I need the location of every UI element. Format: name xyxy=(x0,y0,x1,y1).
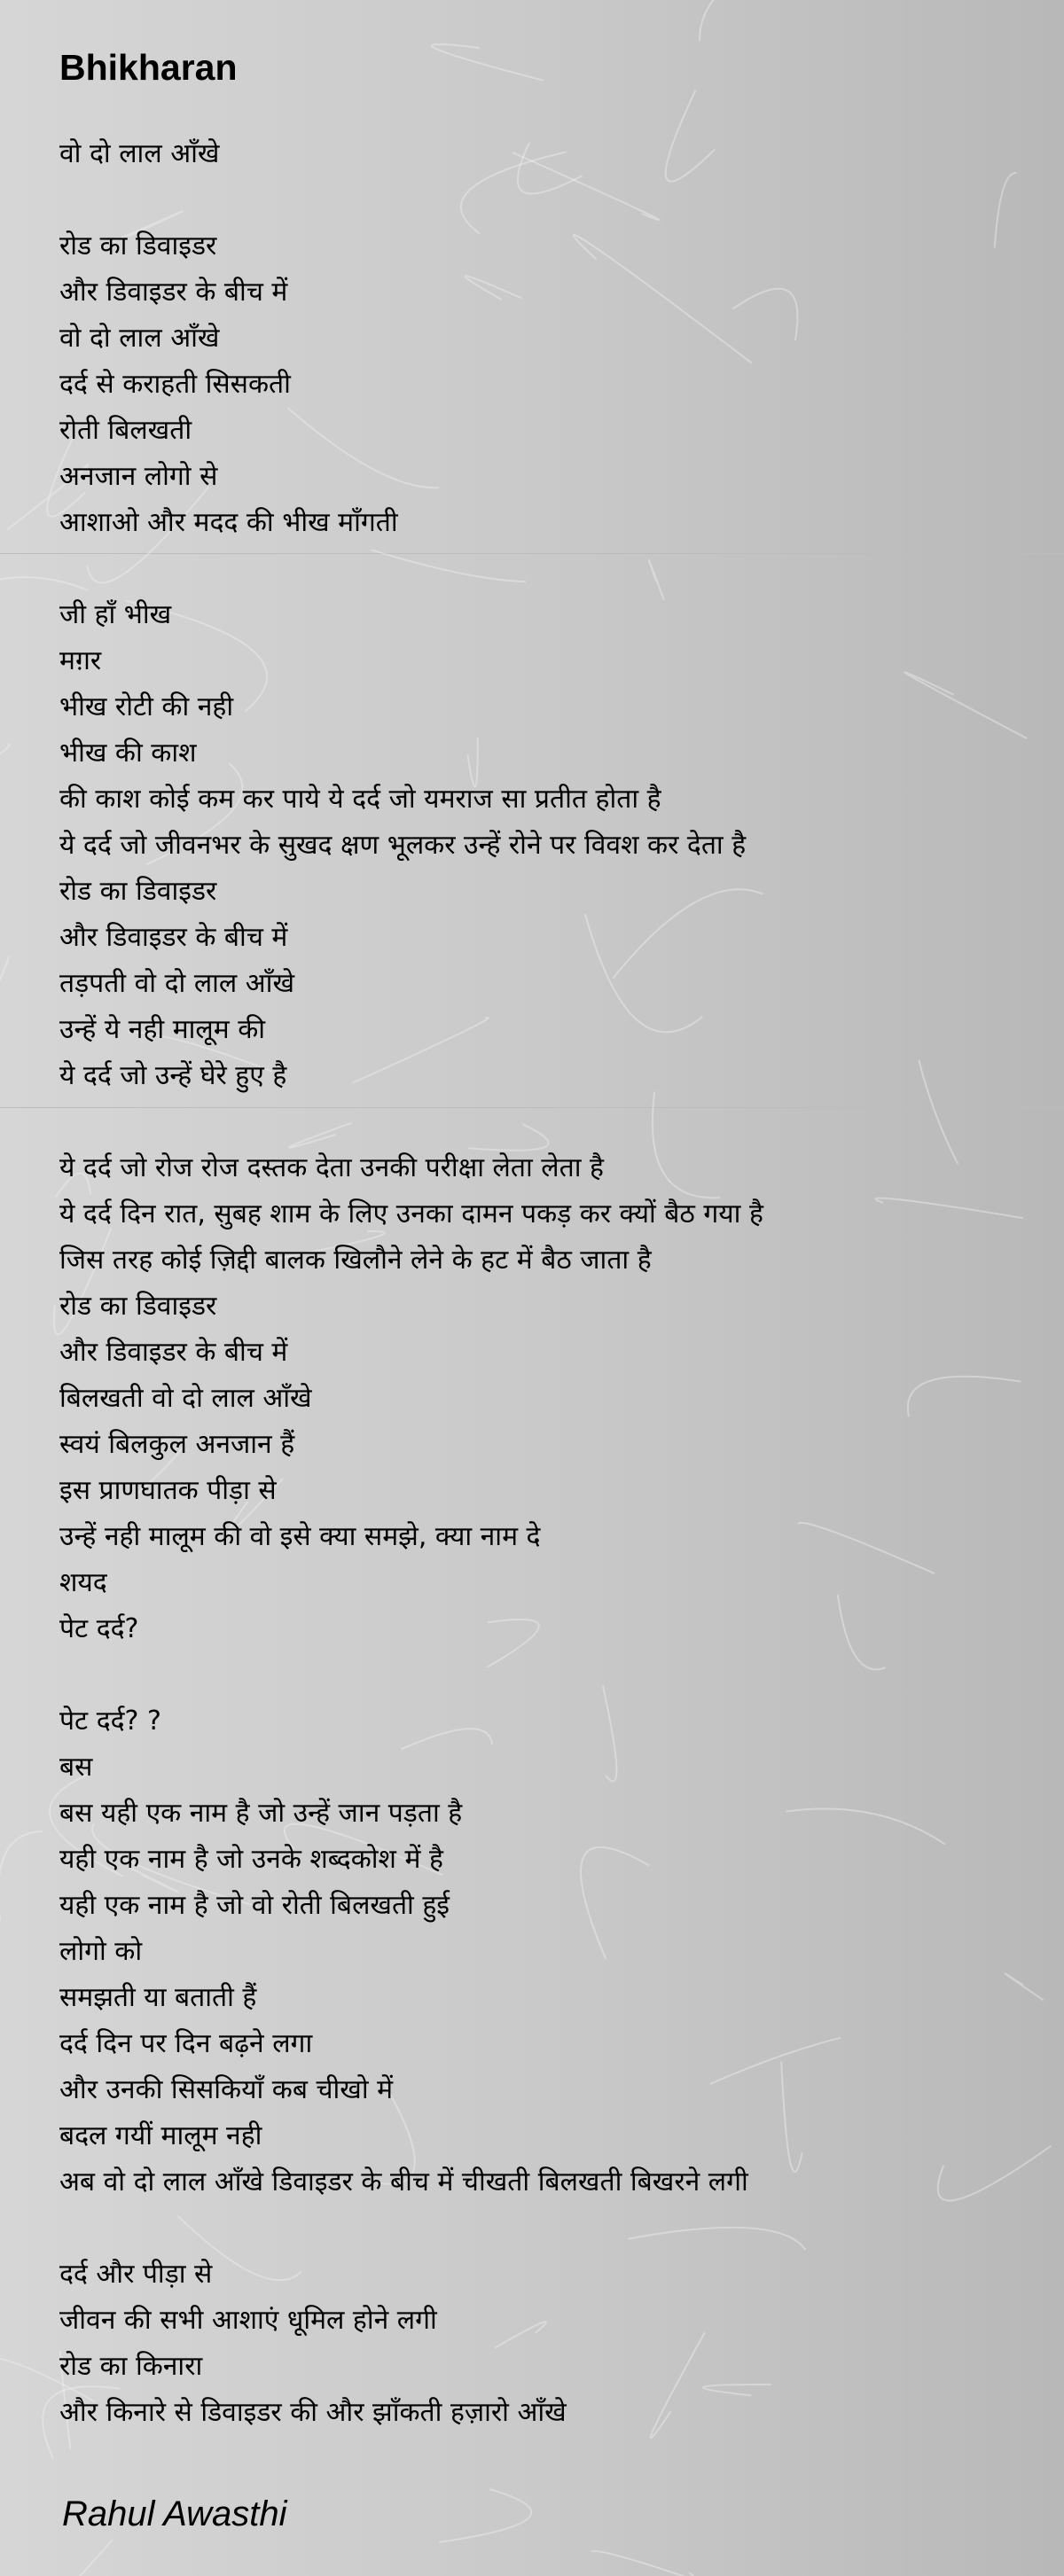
poem-line: और डिवाइडर के बीच में xyxy=(59,922,288,953)
poem-line: जी हाँ भीख xyxy=(59,599,172,630)
poem-line: ये दर्द जो रोज रोज दस्तक देता उनकी परीक्षा लेता लेता है xyxy=(59,1152,604,1183)
poem-line: दर्द दिन पर दिन बढ़ने लगा xyxy=(59,2028,313,2059)
poem-line: वो दो लाल आँखे xyxy=(59,323,220,354)
poem-line: पेट दर्द? xyxy=(59,1613,139,1644)
poem-line: रोड का डिवाइडर xyxy=(59,230,217,262)
poem-line: बस यही एक नाम है जो उन्हें जान पड़ता है xyxy=(59,1798,463,1829)
poem-line: पेट दर्द? ? xyxy=(59,1706,161,1737)
poem-line: भीख की काश xyxy=(59,738,197,769)
poem-line: बदल गयीं मालूम नही xyxy=(59,2120,262,2151)
poem-line: यही एक नाम है जो वो रोती बिलखती हुई xyxy=(59,1890,450,1921)
poem-line: समझती या बताती हैं xyxy=(59,1982,257,2013)
poem-line: और उनकी सिसकियाँ कब चीखो में xyxy=(59,2074,394,2105)
poem-line: मग़र xyxy=(59,645,102,676)
poem-line: वो दो लाल आँखे xyxy=(59,138,220,169)
poem-line: ये दर्द जो जीवनभर के सुखद क्षण भूलकर उन्हें रोने पर विवश कर देता है xyxy=(59,830,747,861)
poem-line: रोती बिलखती xyxy=(59,415,192,446)
poem-line: जीवन की सभी आशाएं धूमिल होने लगी xyxy=(59,2305,437,2336)
poem-line: आशाओ और मदद की भीख माँगती xyxy=(59,507,398,538)
poem-line: रोड का किनारा xyxy=(59,2351,203,2382)
poem-line: इस प्राणघातक पीड़ा से xyxy=(59,1475,277,1506)
poem-line: और डिवाइडर के बीच में xyxy=(59,1337,288,1368)
poem-author: Rahul Awasthi xyxy=(62,2494,287,2533)
poem-line: की काश कोई कम कर पाये ये दर्द जो यमराज सा प्रतीत होता है xyxy=(59,784,661,815)
poem-line: भीख रोटी की नही xyxy=(59,691,234,722)
poem-line: दर्द और पीड़ा से xyxy=(59,2259,213,2290)
poem-line: रोड का डिवाइडर xyxy=(59,1291,217,1322)
poem-line: जिस तरह कोई ज़िद्दी बालक खिलौने लेने के हट में बैठ जाता है xyxy=(59,1245,652,1276)
poem-line: स्वयं बिलकुल अनजान हैं xyxy=(59,1429,295,1460)
poem-line: अनजान लोगो से xyxy=(59,461,218,492)
poem-line: अब वो दो लाल आँखे डिवाइडर के बीच में चीखती बिलखती बिखरने लगी xyxy=(59,2166,748,2197)
poem-line: ये दर्द दिन रात, सुबह शाम के लिए उनका दामन पकड़ कर क्यों बैठ गया है xyxy=(59,1198,763,1229)
poem-line: लोगो को xyxy=(59,1936,143,1967)
poem-line: उन्हें नही मालूम की वो इसे क्या समझे, क्या नाम दे xyxy=(59,1521,541,1552)
poem-line: बिलखती वो दो लाल आँखे xyxy=(59,1383,312,1414)
poem-line: रोड का डिवाइडर xyxy=(59,876,217,907)
poem-line: और डिवाइडर के बीच में xyxy=(59,277,288,308)
poem-line: तड़पती वो दो लाल आँखे xyxy=(59,968,295,999)
poem-line: ये दर्द जो उन्हें घेरे हुए है xyxy=(59,1060,287,1091)
poem-line: दर्द से कराहती सिसकती xyxy=(59,369,291,400)
poem-line: बस xyxy=(59,1752,93,1783)
poem-line: यही एक नाम है जो उनके शब्दकोश में है xyxy=(59,1844,443,1875)
poem-line: शयद xyxy=(59,1567,107,1598)
poem-line: और किनारे से डिवाइडर की और झाँकती हज़ारो आँखे xyxy=(59,2397,567,2428)
poem-title: Bhikharan xyxy=(59,47,238,88)
poem-line: उन्हें ये नही मालूम की xyxy=(59,1014,266,1045)
